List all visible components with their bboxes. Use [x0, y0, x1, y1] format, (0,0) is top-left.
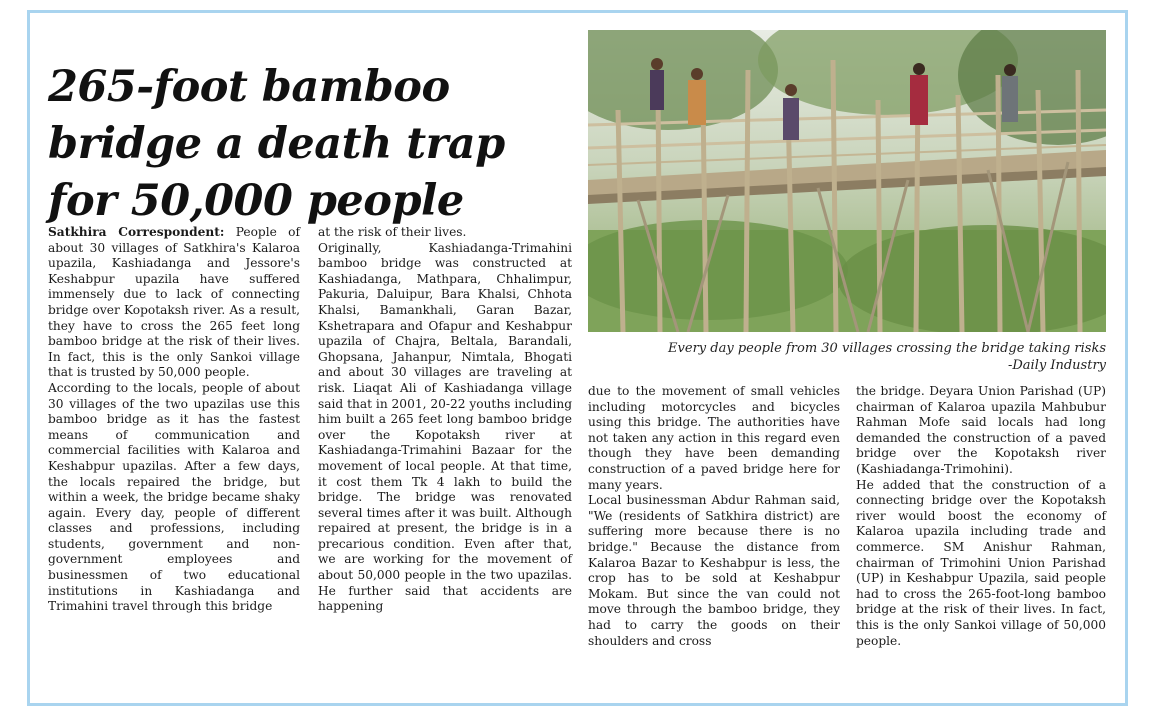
caption-credit: -Daily Industry — [1007, 358, 1106, 373]
column-1 — [48, 225, 300, 615]
column-1-para-2: According to the locals, people of about 30 villages of the two upazilas use this bamboo bridge as it has the fastest means of communication and commercial facilities with Kalaroa and Keshabpur upazilas. After a few days, the locals repaired the bridge, but within a week, the bridge became shaky again. Every day, people of different classes and professions, including students, government and non-government employees and businessmen of two educational institutions in Kashiadanga and Trimahini travel through this bridge — [48, 380, 300, 614]
headline — [48, 59, 588, 230]
column-1-text-1: People of about 30 villages of Satkhira's Kalaroa upazila, Kashiadanga and Jessore's Keshabpur upazila have suffered immensely due to lack of connecting bridge over Kopotaksh river. As a result, they have to cross the 265 feet long bamboo bridge at the risk of their lives. In fact, this is the only Sankoi village that is trusted by 50,000 people. — [48, 225, 301, 380]
column-2 — [318, 225, 572, 615]
column-4-para-2: He added that the construction of a connecting bridge over the Kopotaksh river would boost the economy of Kalaroa upazila including trade and commerce. SM Anishur Rahman, chairman of Trimohini Union Parishad (UP) in Keshabpur Upazila, said people had to cross the 265-foot-long bamboo bridge at the risk of their lives. In fact, this is the only Sankoi village of 50,000 people. — [856, 477, 1106, 648]
column-2-para-1: at the risk of their lives. — [318, 225, 467, 239]
photo-caption — [588, 340, 1106, 374]
column-3-para-1: due to the movement of small vehicles including motorcycles and bicycles using this bridge. The authorities have not taken any action in this regard even though they have been demanding construction of a paved bridge here for many years. — [588, 384, 840, 492]
column-4 — [856, 384, 1106, 649]
caption-text: Every day people from 30 villages crossing the bridge taking risks — [668, 341, 1106, 356]
column-1-para-1 — [48, 225, 300, 381]
headline-line-3: for 50,000 people — [48, 175, 464, 226]
headline-line-1: 265-foot bamboo — [48, 61, 450, 112]
column-3-para-2: Local businessman Abdur Rahman said, "We (residents of Satkhira district) are suffering more because there is no bridge." Because the distance from Kalaroa Bazar to Keshabpur is less, the crop has to be sold at Keshabpur Mokam. But since the van could not move through the bamboo bridge, they had to carry the goods on their shoulders and cross — [588, 493, 840, 648]
bridge-photo — [588, 30, 1106, 332]
byline: Satkhira Correspondent: — [48, 225, 225, 239]
column-4-para-1: the bridge. Deyara Union Parishad (UP) chairman of Kalaroa upazila Mahbubur Rahman Mofe said locals had long demanded the construction of a paved bridge over the Kopotaksh river (Kashiadanga-Trimohini). — [856, 384, 1106, 476]
column-3 — [588, 384, 840, 649]
column-2-para-2: Originally, Kashiadanga-Trimahini bamboo bridge was constructed at Kashiadanga, Mathpara, Chhalimpur, Pakuria, Daluipur, Bara Khalsi, Chhota Khalsi, Bamankhali, Garan Bazar, Kshetrapara and Ofapur and Keshabpur upazila of Chajra, Beltala, Barandali, Ghopsana, Jahanpur, Nimtala, Bhogati and about 30 villages are traveling at risk. Liaqat Ali of Kashiadanga village said that in 2001, 20-22 youths including him built a 265 feet long bamboo bridge over the Kopotaksh river at Kashiadanga-Trimahini Bazaar for the movement of local people. At that time, it cost them Tk 4 lakh to build the bridge. The bridge was renovated several times after it was built. Although repaired at present, the bridge is in a precarious condition. Even after that, we are working for the movement of about 50,000 people in the two upazilas. He further said that accidents are happening — [318, 240, 572, 614]
headline-line-2: bridge a death trap — [48, 118, 505, 169]
